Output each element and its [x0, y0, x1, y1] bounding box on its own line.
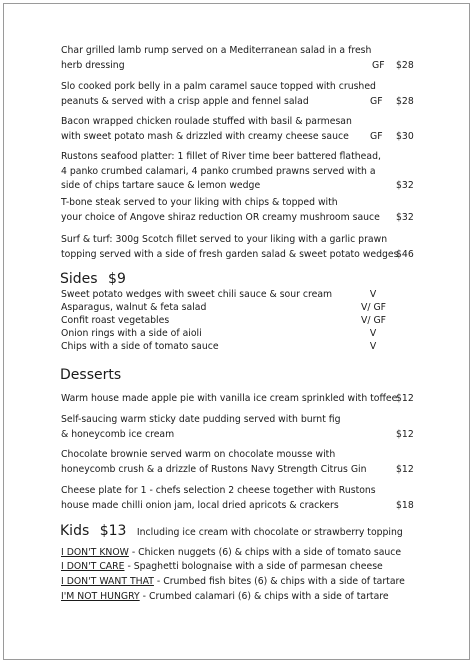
item-price: $12 [396, 463, 414, 475]
dietary-tag: V [369, 328, 377, 339]
kids-item [61, 546, 401, 560]
item-line: Surf & turf: 300g Scotch fillet served to your liking with a garlic prawn [61, 234, 388, 245]
menu-item [61, 196, 417, 225]
item-price: $28 [396, 95, 414, 107]
menu-item [61, 150, 417, 194]
item-line: T-bone steak served to your liking with chips & topped with [61, 197, 338, 208]
sides-price: $9 [108, 271, 126, 287]
side-name: Asparagus, walnut & feta salad [61, 302, 207, 313]
side-item [61, 315, 441, 327]
menu-item [61, 80, 417, 109]
dessert-item [61, 413, 417, 442]
side-item [61, 302, 441, 314]
kids-item-label: I DON'T WANT THAT [61, 576, 154, 587]
dietary-tag: GF [370, 130, 383, 142]
side-name: Confit roast vegetables [61, 315, 170, 326]
kids-item-label: I'M NOT HUNGRY [61, 591, 140, 602]
item-line: peanuts & served with a crisp apple and fennel salad [61, 95, 309, 107]
dietary-tag: V [369, 289, 377, 300]
kids-item-label: I DON'T CARE [61, 561, 125, 572]
item-price: $30 [396, 130, 414, 142]
side-item [61, 289, 441, 301]
item-line: herb dressing [61, 59, 125, 71]
dessert-item [61, 448, 417, 477]
menu-item [61, 233, 417, 262]
dietary-tag: V/ GF [361, 315, 386, 326]
sides-heading [60, 270, 126, 288]
kids-item-desc: - Crumbed calamari (6) & chips with a side of tartare [139, 591, 389, 602]
dietary-tag: V [369, 341, 377, 352]
item-line: Warm house made apple pie with vanilla ice cream sprinkled with toffee [61, 393, 398, 404]
item-line: honeycomb crush & a drizzle of Rustons Navy Strength Citrus Gin [61, 463, 367, 475]
kids-heading [60, 522, 403, 542]
side-item [61, 341, 441, 353]
item-price: $12 [396, 393, 414, 404]
item-price: $18 [396, 499, 414, 511]
dietary-tag: GF [370, 95, 383, 107]
item-price: $46 [396, 248, 414, 260]
item-line: Char grilled lamb rump served on a Mediterranean salad in a fresh [61, 45, 372, 56]
item-price: $12 [396, 428, 414, 440]
item-price: $32 [396, 211, 414, 223]
kids-note: Including ice cream with chocolate or strawberry topping [136, 527, 403, 538]
kids-item-desc: - Spaghetti bolognaise with a side of parmesan cheese [124, 561, 383, 572]
kids-price: $13 [99, 523, 127, 539]
item-line: Cheese plate for 1 - chefs selection 2 cheese together with Rustons [61, 485, 376, 496]
item-line: 4 panko crumbed calamari, 4 panko crumbed prawns served with a [61, 165, 376, 177]
kids-item-desc: - Chicken nuggets (6) & chips with a side of tomato sauce [128, 547, 402, 558]
kids-item-label: I DON'T KNOW [61, 547, 129, 558]
dietary-tag: GF [372, 59, 385, 71]
dessert-item [61, 392, 401, 407]
desserts-heading: Desserts [60, 367, 122, 383]
kids-item [61, 560, 383, 574]
kids-title: Kids [60, 523, 90, 539]
item-line: Slo cooked pork belly in a palm caramel sauce topped with crushed [61, 81, 376, 92]
item-line: with sweet potato mash & drizzled with creamy cheese sauce [61, 130, 349, 142]
kids-item-desc: - Crumbed fish bites (6) & chips with a side of tartare [153, 576, 405, 587]
item-price: $28 [396, 59, 414, 71]
item-line: house made chilli onion jam, local dried apricots & crackers [61, 499, 339, 511]
item-line: Self-saucing warm sticky date pudding served with burnt fig [61, 414, 341, 425]
item-line: your choice of Angove shiraz reduction OR creamy mushroom sauce [61, 211, 380, 223]
item-line: & honeycomb ice cream [61, 428, 175, 440]
sides-title: Sides [60, 271, 98, 287]
menu-item [61, 115, 417, 144]
item-line: Rustons seafood platter: 1 fillet of River time beer battered flathead, [61, 151, 381, 162]
side-name: Onion rings with a side of aioli [61, 328, 202, 339]
item-price: $32 [396, 180, 414, 192]
item-line: topping served with a side of fresh garden salad & sweet potato wedges [61, 248, 399, 260]
kids-item [61, 575, 405, 589]
menu-item [61, 44, 417, 73]
kids-item [61, 590, 389, 604]
item-line: side of chips tartare sauce & lemon wedge [61, 180, 261, 192]
dessert-item [61, 484, 417, 513]
dietary-tag: V/ GF [361, 302, 386, 313]
side-name: Chips with a side of tomato sauce [61, 341, 219, 352]
item-line: Chocolate brownie served warm on chocolate mousse with [61, 449, 336, 460]
item-line: Bacon wrapped chicken roulade stuffed with basil & parmesan [61, 116, 352, 127]
side-name: Sweet potato wedges with sweet chili sauce & sour cream [61, 289, 333, 300]
side-item [61, 328, 441, 340]
